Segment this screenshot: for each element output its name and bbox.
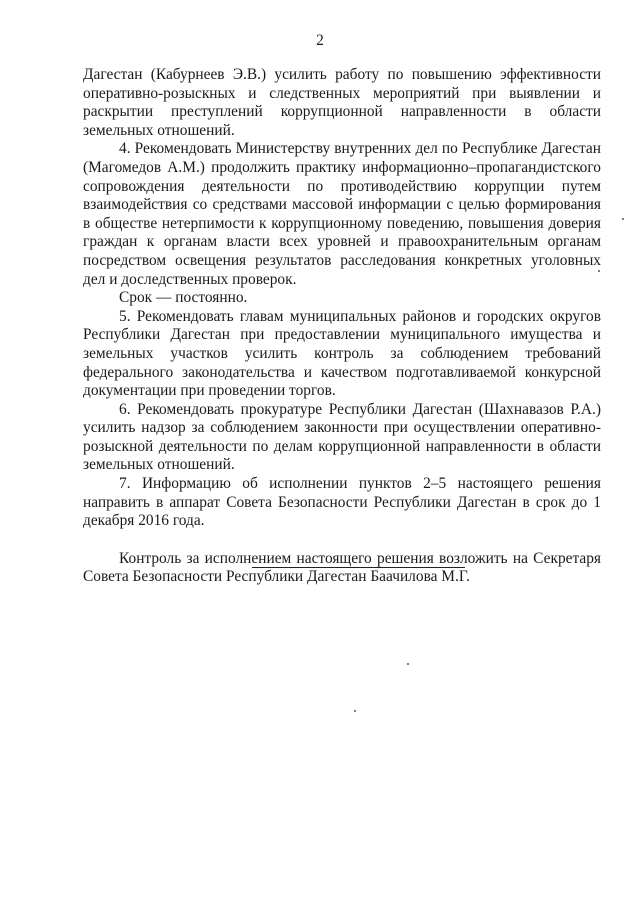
- scan-speck: [598, 270, 600, 272]
- paragraph-continuation: Дагестан (Кабурнеев Э.В.) усилить работу по повышению эффективности оперативно-розыскных и следственных мероприятий при выявлении и раскрытии преступлений коррупционной направленности в области земельных отношений.: [83, 66, 601, 139]
- paragraph-item-6: 6. Рекомендовать прокуратуре Республики Дагестан (Шахнавазов Р.А.) усилить надзор за соблюдением законности при осуществлении оперативно-розыскной деятельности по делам коррупционной направленности в области земельных отношений.: [83, 400, 601, 474]
- paragraph-item-4: 4. Рекомендовать Министерству внутренних дел по Республике Дагестан (Магомедов А.М.) продолжить практику информационно–пропагандистского сопровождения деятельности по противодействию коррупции путем взаимодействия со средствами массовой информации с целью формирования в обществе нетерпимости к коррупционному поведению, повышения доверия граждан к органам власти всех уровней и правоохранительным органам посредством освещения результатов расследования конкретных уголовных дел и доследственных проверок.: [83, 140, 601, 288]
- document-body: [83, 66, 601, 587]
- paragraph-item-7: 7. Информацию об исполнении пунктов 2–5 настоящего решения направить в аппарат Совета Безопасности Республики Дагестан в срок до 1 декабря 2016 года.: [83, 475, 601, 530]
- scan-speck: [622, 218, 624, 220]
- closing-rule: [252, 567, 465, 568]
- page-number: 2: [316, 32, 324, 49]
- scan-speck: [354, 710, 356, 712]
- paragraph-deadline: Срок — постоянно.: [119, 289, 248, 307]
- paragraph-control: Контроль за исполнением настоящего решения возложить на Секретаря Совета Безопасности Республики Дагестан Баачилова М.Г.: [83, 549, 601, 586]
- scan-speck: [407, 663, 409, 665]
- paragraph-item-5: 5. Рекомендовать главам муниципальных районов и городских округов Республики Дагестан при предоставлении муниципального имущества и земельных участков усилить контроль за соблюдением требований федерального законодательства и качеством подготавливаемой конкурсной документации при проведении торгов.: [83, 307, 601, 400]
